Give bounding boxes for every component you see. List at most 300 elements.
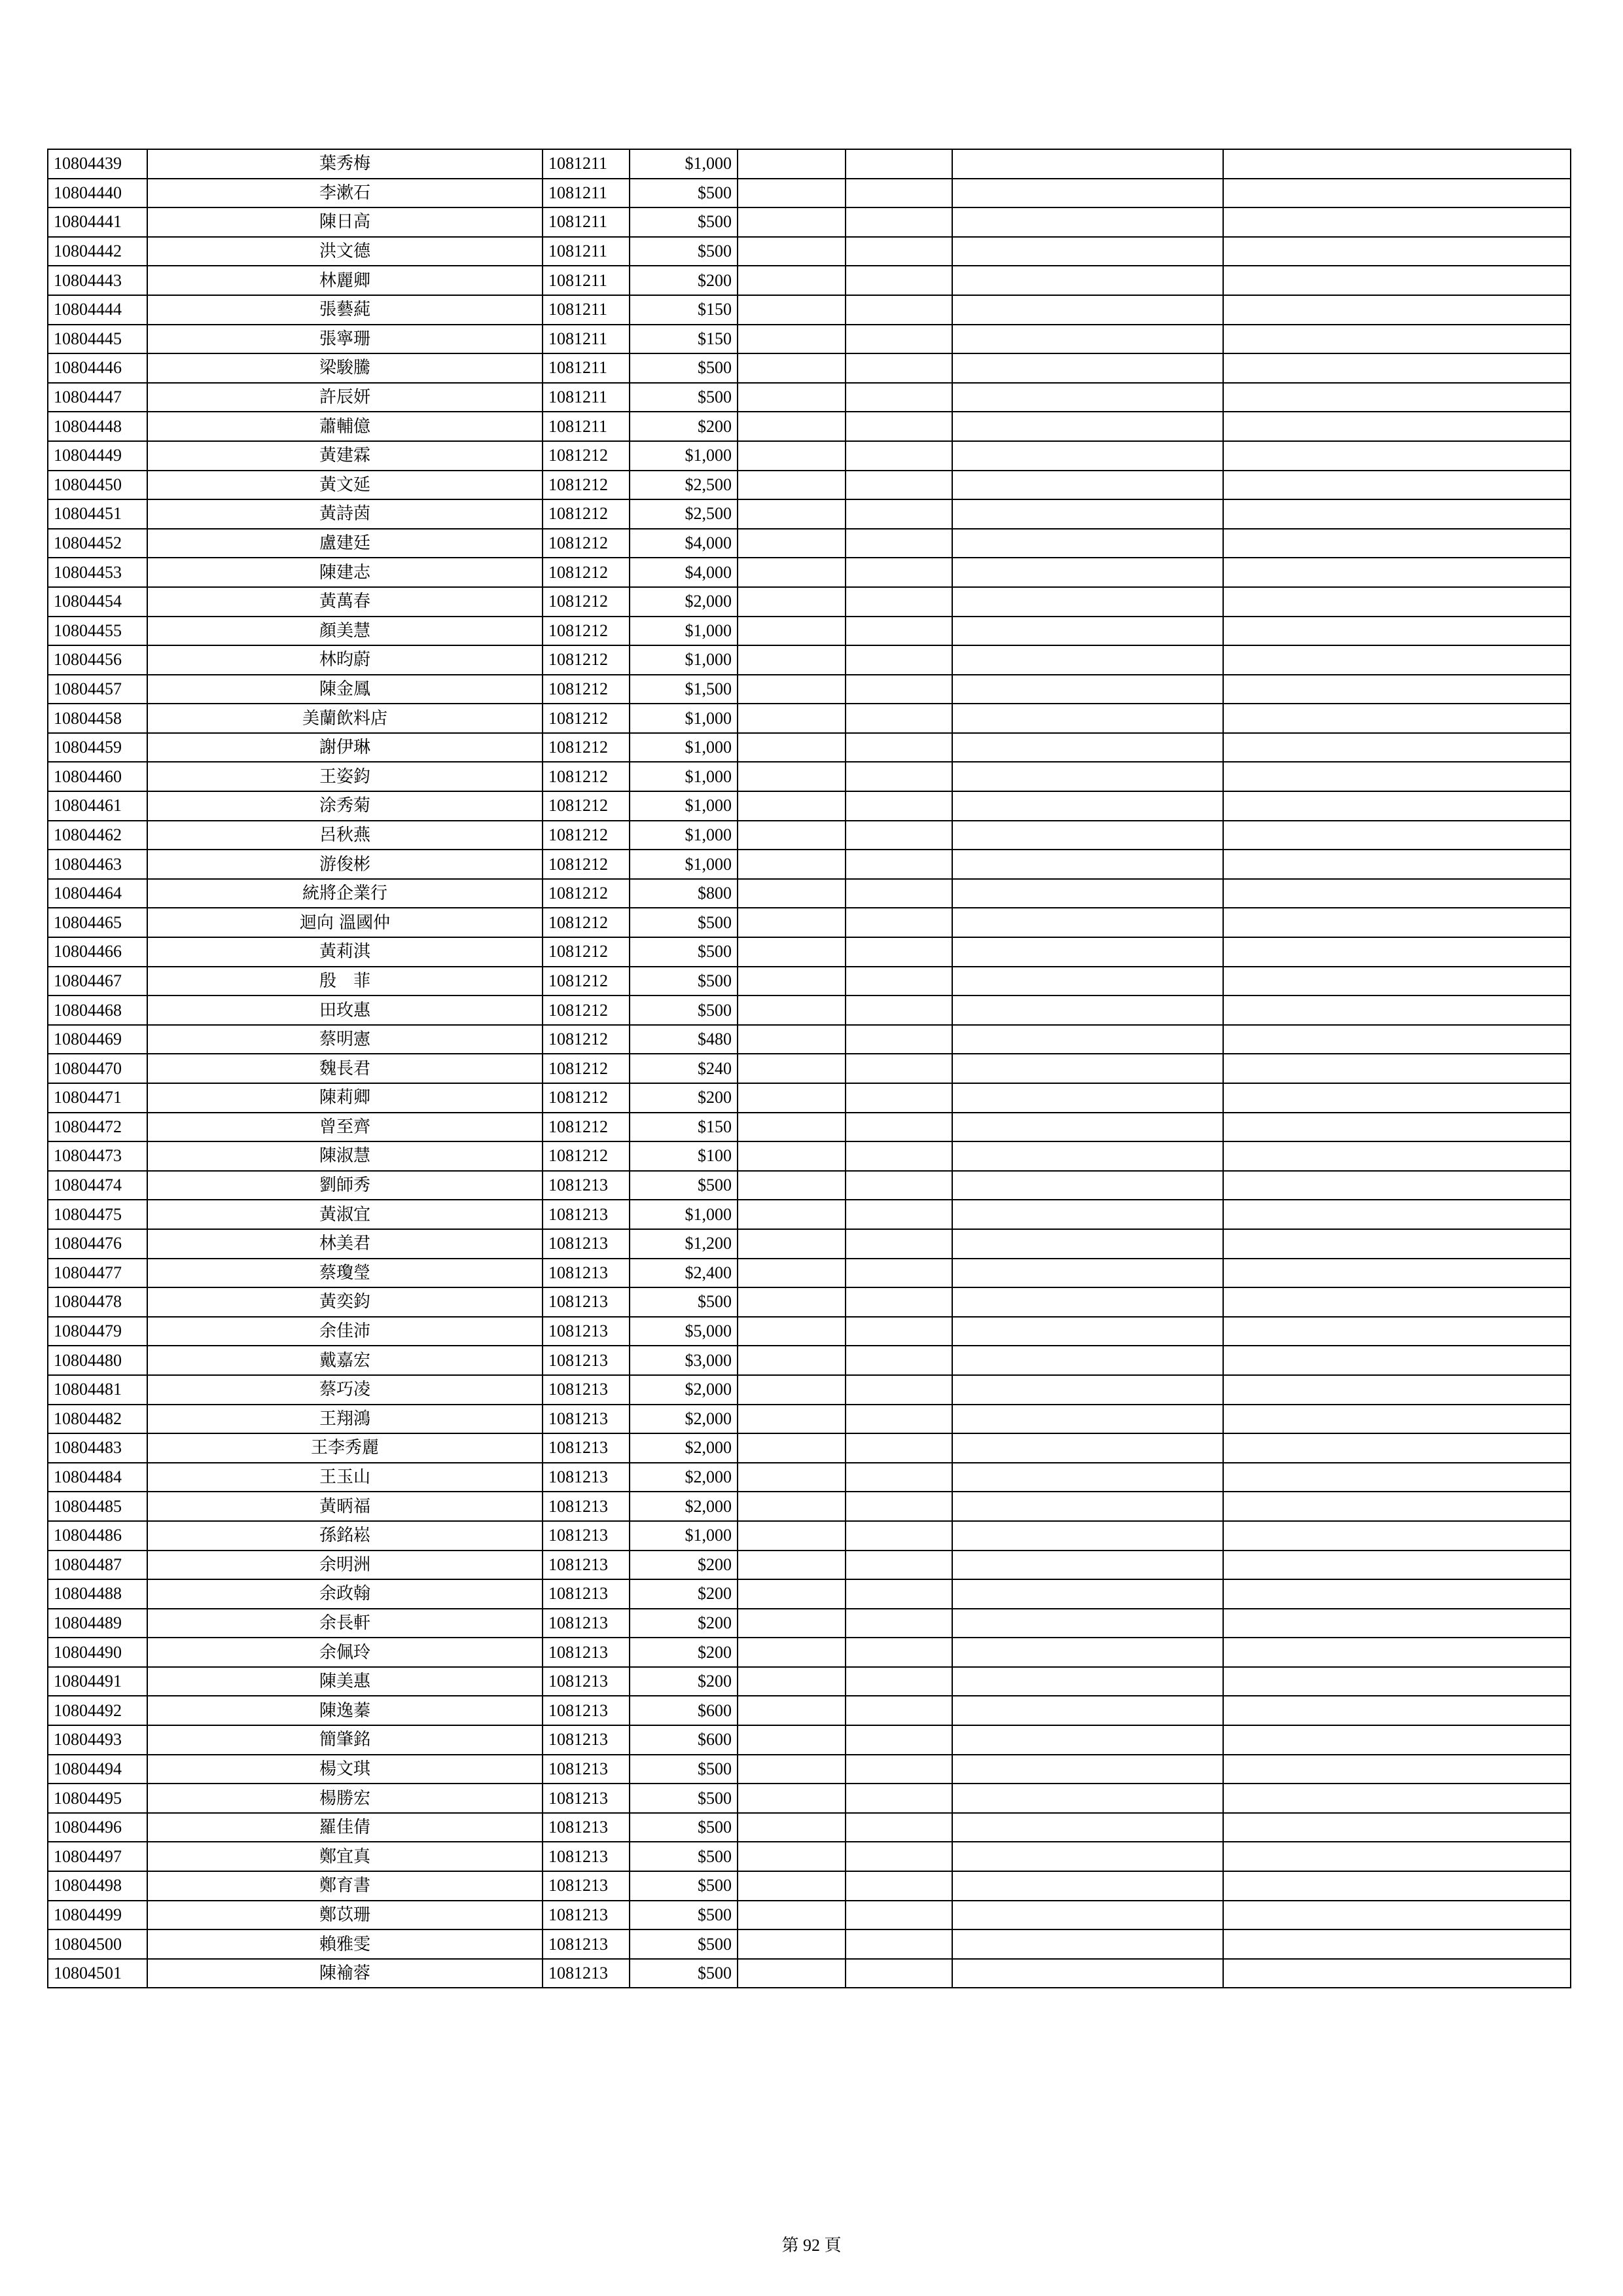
table-row [48, 1492, 1571, 1521]
empty-cell [846, 207, 952, 237]
table-row [48, 1871, 1571, 1901]
donor-name-cell: 游俊彬 [147, 850, 543, 879]
date-cell: 1081212 [543, 733, 630, 762]
empty-cell [1223, 1871, 1571, 1901]
table-row [48, 1317, 1571, 1346]
empty-cell [952, 1929, 1223, 1959]
date-cell: 1081213 [543, 1696, 630, 1725]
empty-cell [738, 412, 846, 441]
empty-cell [1223, 908, 1571, 937]
empty-cell [846, 617, 952, 646]
table-row [48, 1929, 1571, 1959]
donor-name-cell: 王李秀麗 [147, 1433, 543, 1463]
receipt-id-cell: 10804465 [48, 908, 147, 937]
table-row [48, 996, 1571, 1025]
empty-cell [952, 1287, 1223, 1317]
empty-cell [952, 1463, 1223, 1492]
empty-cell [952, 149, 1223, 179]
empty-cell [1223, 1113, 1571, 1142]
empty-cell [846, 499, 952, 529]
donor-name-cell: 迴向 溫國仲 [147, 908, 543, 937]
table-row [48, 1813, 1571, 1842]
receipt-id-cell: 10804456 [48, 645, 147, 675]
empty-cell [846, 1492, 952, 1521]
table-row [48, 1755, 1571, 1784]
table-row [48, 1346, 1571, 1375]
date-cell: 1081213 [543, 1492, 630, 1521]
amount-cell: $2,400 [630, 1259, 738, 1288]
amount-cell: $1,000 [630, 1200, 738, 1229]
table-row [48, 1113, 1571, 1142]
amount-cell: $200 [630, 1667, 738, 1696]
amount-cell: $150 [630, 295, 738, 325]
empty-cell [846, 179, 952, 208]
empty-cell [1223, 1433, 1571, 1463]
donor-name-cell: 余佩玲 [147, 1638, 543, 1667]
empty-cell [738, 529, 846, 558]
donor-name-cell: 林美君 [147, 1229, 543, 1259]
receipt-id-cell: 10804442 [48, 237, 147, 266]
receipt-id-cell: 10804491 [48, 1667, 147, 1696]
date-cell: 1081212 [543, 821, 630, 850]
date-cell: 1081212 [543, 762, 630, 791]
empty-cell [1223, 149, 1571, 179]
empty-cell [952, 791, 1223, 821]
amount-cell: $150 [630, 325, 738, 354]
donor-name-cell: 黃建霖 [147, 441, 543, 471]
donor-name-cell: 王翔鴻 [147, 1405, 543, 1434]
donor-name-cell: 蔡巧凌 [147, 1375, 543, 1405]
empty-cell [738, 179, 846, 208]
table-row [48, 441, 1571, 471]
donor-name-cell: 陳美惠 [147, 1667, 543, 1696]
donor-name-cell: 王玉山 [147, 1463, 543, 1492]
amount-cell: $500 [630, 908, 738, 937]
empty-cell [846, 1609, 952, 1638]
empty-cell [738, 1463, 846, 1492]
empty-cell [952, 558, 1223, 587]
empty-cell [738, 1609, 846, 1638]
empty-cell [738, 383, 846, 412]
date-cell: 1081212 [543, 850, 630, 879]
donor-name-cell: 謝伊琳 [147, 733, 543, 762]
donor-name-cell: 田玫惠 [147, 996, 543, 1025]
empty-cell [738, 353, 846, 383]
empty-cell [1223, 1784, 1571, 1813]
table-row [48, 471, 1571, 500]
empty-cell [1223, 704, 1571, 733]
empty-cell [738, 675, 846, 704]
donor-name-cell: 美蘭飲料店 [147, 704, 543, 733]
table-row [48, 1521, 1571, 1551]
empty-cell [1223, 529, 1571, 558]
empty-cell [846, 471, 952, 500]
empty-cell [738, 1901, 846, 1930]
empty-cell [738, 1171, 846, 1200]
empty-cell [1223, 295, 1571, 325]
empty-cell [952, 733, 1223, 762]
receipt-id-cell: 10804475 [48, 1200, 147, 1229]
date-cell: 1081213 [543, 1171, 630, 1200]
date-cell: 1081213 [543, 1346, 630, 1375]
empty-cell [952, 1813, 1223, 1842]
empty-cell [846, 1025, 952, 1054]
amount-cell: $200 [630, 1579, 738, 1609]
amount-cell: $200 [630, 266, 738, 295]
table-row [48, 1959, 1571, 1988]
amount-cell: $150 [630, 1113, 738, 1142]
amount-cell: $1,000 [630, 762, 738, 791]
amount-cell: $2,500 [630, 471, 738, 500]
receipt-id-cell: 10804453 [48, 558, 147, 587]
empty-cell [1223, 1259, 1571, 1288]
empty-cell [846, 704, 952, 733]
receipt-id-cell: 10804482 [48, 1405, 147, 1434]
empty-cell [1223, 791, 1571, 821]
empty-cell [1223, 1171, 1571, 1200]
date-cell: 1081213 [543, 1871, 630, 1901]
amount-cell: $200 [630, 412, 738, 441]
amount-cell: $500 [630, 353, 738, 383]
donor-name-cell: 黃昞福 [147, 1492, 543, 1521]
empty-cell [952, 1842, 1223, 1871]
empty-cell [846, 1141, 952, 1171]
empty-cell [1223, 821, 1571, 850]
empty-cell [952, 1405, 1223, 1434]
date-cell: 1081212 [543, 1141, 630, 1171]
receipt-id-cell: 10804484 [48, 1463, 147, 1492]
empty-cell [952, 937, 1223, 967]
donor-name-cell: 陳日高 [147, 207, 543, 237]
empty-cell [846, 325, 952, 354]
empty-cell [952, 1579, 1223, 1609]
empty-cell [1223, 1083, 1571, 1113]
amount-cell: $200 [630, 1609, 738, 1638]
table-row [48, 967, 1571, 996]
empty-cell [952, 1959, 1223, 1988]
empty-cell [952, 471, 1223, 500]
donor-name-cell: 孫銘崧 [147, 1521, 543, 1551]
table-row [48, 1696, 1571, 1725]
amount-cell: $2,500 [630, 499, 738, 529]
empty-cell [846, 1433, 952, 1463]
empty-cell [738, 937, 846, 967]
date-cell: 1081212 [543, 996, 630, 1025]
amount-cell: $1,000 [630, 850, 738, 879]
table-row [48, 529, 1571, 558]
empty-cell [846, 412, 952, 441]
table-row [48, 1433, 1571, 1463]
date-cell: 1081212 [543, 791, 630, 821]
table-row [48, 587, 1571, 617]
donor-name-cell: 陳逸蓁 [147, 1696, 543, 1725]
date-cell: 1081213 [543, 1638, 630, 1667]
empty-cell [846, 353, 952, 383]
donor-name-cell: 張寧珊 [147, 325, 543, 354]
date-cell: 1081211 [543, 412, 630, 441]
table-row [48, 850, 1571, 879]
empty-cell [738, 1667, 846, 1696]
donor-name-cell: 涂秀菊 [147, 791, 543, 821]
receipt-id-cell: 10804458 [48, 704, 147, 733]
empty-cell [738, 1638, 846, 1667]
page-number: 第 92 頁 [781, 2236, 842, 2255]
empty-cell [952, 587, 1223, 617]
date-cell: 1081213 [543, 1667, 630, 1696]
empty-cell [738, 1871, 846, 1901]
table-row [48, 821, 1571, 850]
empty-cell [738, 1433, 846, 1463]
table-row [48, 1551, 1571, 1580]
table-row [48, 1287, 1571, 1317]
receipt-id-cell: 10804468 [48, 996, 147, 1025]
empty-cell [738, 1083, 846, 1113]
empty-cell [952, 617, 1223, 646]
date-cell: 1081212 [543, 587, 630, 617]
amount-cell: $500 [630, 1287, 738, 1317]
table-row [48, 1609, 1571, 1638]
empty-cell [1223, 237, 1571, 266]
empty-cell [846, 1696, 952, 1725]
empty-cell [846, 1229, 952, 1259]
amount-cell: $3,000 [630, 1346, 738, 1375]
donor-name-cell: 鄭宜真 [147, 1842, 543, 1871]
donation-table [47, 149, 1571, 1988]
receipt-id-cell: 10804488 [48, 1579, 147, 1609]
empty-cell [952, 1521, 1223, 1551]
receipt-id-cell: 10804483 [48, 1433, 147, 1463]
amount-cell: $600 [630, 1696, 738, 1725]
donor-name-cell: 鄭育書 [147, 1871, 543, 1901]
date-cell: 1081213 [543, 1317, 630, 1346]
empty-cell [846, 645, 952, 675]
receipt-id-cell: 10804463 [48, 850, 147, 879]
empty-cell [1223, 1141, 1571, 1171]
date-cell: 1081213 [543, 1842, 630, 1871]
date-cell: 1081213 [543, 1609, 630, 1638]
amount-cell: $1,000 [630, 617, 738, 646]
table-row [48, 149, 1571, 179]
empty-cell [846, 1929, 952, 1959]
empty-cell [846, 1113, 952, 1142]
amount-cell: $200 [630, 1551, 738, 1580]
receipt-id-cell: 10804480 [48, 1346, 147, 1375]
empty-cell [846, 237, 952, 266]
amount-cell: $2,000 [630, 1405, 738, 1434]
empty-cell [846, 558, 952, 587]
empty-cell [952, 762, 1223, 791]
table-row [48, 1725, 1571, 1755]
amount-cell: $1,000 [630, 821, 738, 850]
receipt-id-cell: 10804487 [48, 1551, 147, 1580]
donor-name-cell: 梁駿騰 [147, 353, 543, 383]
empty-cell [1223, 499, 1571, 529]
receipt-id-cell: 10804493 [48, 1725, 147, 1755]
date-cell: 1081211 [543, 325, 630, 354]
receipt-id-cell: 10804452 [48, 529, 147, 558]
empty-cell [738, 499, 846, 529]
table-body [48, 149, 1571, 1988]
empty-cell [952, 295, 1223, 325]
receipt-id-cell: 10804495 [48, 1784, 147, 1813]
amount-cell: $500 [630, 1171, 738, 1200]
receipt-id-cell: 10804443 [48, 266, 147, 295]
empty-cell [738, 1287, 846, 1317]
amount-cell: $100 [630, 1141, 738, 1171]
table-row [48, 1083, 1571, 1113]
date-cell: 1081213 [543, 1463, 630, 1492]
amount-cell: $2,000 [630, 1375, 738, 1405]
empty-cell [846, 1054, 952, 1083]
empty-cell [738, 996, 846, 1025]
empty-cell [952, 383, 1223, 412]
table-row [48, 325, 1571, 354]
empty-cell [846, 295, 952, 325]
amount-cell: $2,000 [630, 1492, 738, 1521]
amount-cell: $500 [630, 237, 738, 266]
empty-cell [1223, 937, 1571, 967]
date-cell: 1081211 [543, 207, 630, 237]
table-row [48, 1405, 1571, 1434]
table-row [48, 1375, 1571, 1405]
empty-cell [738, 762, 846, 791]
table-row [48, 1638, 1571, 1667]
date-cell: 1081212 [543, 441, 630, 471]
date-cell: 1081213 [543, 1405, 630, 1434]
empty-cell [952, 879, 1223, 908]
empty-cell [952, 821, 1223, 850]
empty-cell [952, 1638, 1223, 1667]
empty-cell [1223, 1317, 1571, 1346]
empty-cell [738, 1492, 846, 1521]
empty-cell [952, 1784, 1223, 1813]
table-row [48, 1025, 1571, 1054]
donor-name-cell: 殷 菲 [147, 967, 543, 996]
receipt-id-cell: 10804477 [48, 1259, 147, 1288]
empty-cell [738, 1551, 846, 1580]
table-row [48, 266, 1571, 295]
table-row [48, 675, 1571, 704]
amount-cell: $500 [630, 383, 738, 412]
donor-name-cell: 張藝蒓 [147, 295, 543, 325]
empty-cell [738, 1696, 846, 1725]
empty-cell [738, 1113, 846, 1142]
date-cell: 1081213 [543, 1551, 630, 1580]
table-row [48, 791, 1571, 821]
empty-cell [952, 908, 1223, 937]
receipt-id-cell: 10804497 [48, 1842, 147, 1871]
amount-cell: $600 [630, 1725, 738, 1755]
empty-cell [738, 617, 846, 646]
empty-cell [1223, 1667, 1571, 1696]
empty-cell [952, 1113, 1223, 1142]
amount-cell: $500 [630, 967, 738, 996]
empty-cell [846, 908, 952, 937]
empty-cell [846, 675, 952, 704]
table-row [48, 295, 1571, 325]
empty-cell [1223, 1375, 1571, 1405]
empty-cell [738, 1346, 846, 1375]
date-cell: 1081213 [543, 1725, 630, 1755]
date-cell: 1081211 [543, 237, 630, 266]
empty-cell [952, 967, 1223, 996]
donor-name-cell: 陳莉卿 [147, 1083, 543, 1113]
empty-cell [1223, 1959, 1571, 1988]
donor-name-cell: 黃萬春 [147, 587, 543, 617]
table-row [48, 499, 1571, 529]
empty-cell [952, 1259, 1223, 1288]
receipt-id-cell: 10804490 [48, 1638, 147, 1667]
empty-cell [738, 1200, 846, 1229]
table-row [48, 1579, 1571, 1609]
receipt-id-cell: 10804439 [48, 149, 147, 179]
date-cell: 1081211 [543, 383, 630, 412]
receipt-id-cell: 10804466 [48, 937, 147, 967]
empty-cell [738, 1959, 846, 1988]
donor-name-cell: 黃奕鈞 [147, 1287, 543, 1317]
donor-name-cell: 黃詩茵 [147, 499, 543, 529]
date-cell: 1081212 [543, 1113, 630, 1142]
empty-cell [1223, 207, 1571, 237]
empty-cell [846, 1463, 952, 1492]
empty-cell [846, 1259, 952, 1288]
empty-cell [952, 1492, 1223, 1521]
receipt-id-cell: 10804464 [48, 879, 147, 908]
empty-cell [952, 996, 1223, 1025]
empty-cell [1223, 412, 1571, 441]
amount-cell: $500 [630, 1755, 738, 1784]
amount-cell: $1,000 [630, 645, 738, 675]
receipt-id-cell: 10804447 [48, 383, 147, 412]
receipt-id-cell: 10804501 [48, 1959, 147, 1988]
date-cell: 1081212 [543, 617, 630, 646]
receipt-id-cell: 10804459 [48, 733, 147, 762]
empty-cell [952, 1433, 1223, 1463]
empty-cell [738, 704, 846, 733]
receipt-id-cell: 10804455 [48, 617, 147, 646]
date-cell: 1081213 [543, 1287, 630, 1317]
donor-name-cell: 黃文延 [147, 471, 543, 500]
empty-cell [1223, 1405, 1571, 1434]
empty-cell [846, 1842, 952, 1871]
empty-cell [846, 967, 952, 996]
empty-cell [1223, 1638, 1571, 1667]
empty-cell [738, 967, 846, 996]
amount-cell: $2,000 [630, 1433, 738, 1463]
donor-name-cell: 蔡明憲 [147, 1025, 543, 1054]
empty-cell [1223, 850, 1571, 879]
empty-cell [952, 1375, 1223, 1405]
receipt-id-cell: 10804446 [48, 353, 147, 383]
empty-cell [738, 471, 846, 500]
receipt-id-cell: 10804467 [48, 967, 147, 996]
empty-cell [1223, 1229, 1571, 1259]
empty-cell [738, 1317, 846, 1346]
empty-cell [952, 499, 1223, 529]
date-cell: 1081212 [543, 1054, 630, 1083]
empty-cell [1223, 1842, 1571, 1871]
empty-cell [738, 850, 846, 879]
amount-cell: $500 [630, 1901, 738, 1930]
empty-cell [952, 850, 1223, 879]
receipt-id-cell: 10804441 [48, 207, 147, 237]
empty-cell [952, 704, 1223, 733]
empty-cell [738, 207, 846, 237]
receipt-id-cell: 10804476 [48, 1229, 147, 1259]
receipt-id-cell: 10804440 [48, 179, 147, 208]
empty-cell [846, 1521, 952, 1551]
empty-cell [846, 1551, 952, 1580]
